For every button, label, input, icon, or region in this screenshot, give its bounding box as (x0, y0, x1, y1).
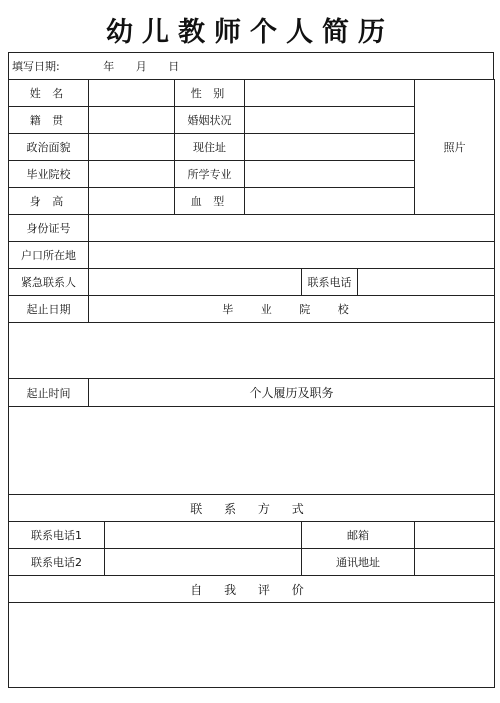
label-gender: 性 别 (175, 80, 245, 107)
fill-date-day: 日 (168, 60, 180, 73)
page-title: 幼儿教师个人简历 (106, 17, 394, 48)
label-height: 身 高 (9, 188, 89, 215)
label-school: 毕业院校 (9, 161, 89, 188)
fill-date-label: 填写日期: (12, 60, 60, 73)
label-edu-school: 毕 业 院 校 (89, 296, 495, 323)
label-address: 现住址 (175, 134, 245, 161)
label-mail-address: 通讯地址 (302, 549, 415, 576)
fill-date-row (8, 52, 494, 79)
school-field[interactable] (89, 161, 175, 188)
emergency-contact-field[interactable] (89, 269, 302, 296)
label-phone2: 联系电话2 (9, 549, 105, 576)
mail-address-field[interactable] (415, 549, 495, 576)
phone1-field[interactable] (105, 522, 302, 549)
label-marital: 婚姻状况 (175, 107, 245, 134)
label-work-history: 个人履历及职务 (89, 379, 495, 407)
label-name: 姓 名 (9, 80, 89, 107)
label-origin: 籍 贯 (9, 107, 89, 134)
label-major: 所学专业 (175, 161, 245, 188)
contact-section-title: 联 系 方 式 (9, 495, 495, 522)
hukou-field[interactable] (89, 242, 495, 269)
name-field[interactable] (89, 80, 175, 107)
phone2-field[interactable] (105, 549, 302, 576)
label-hukou: 户口所在地 (9, 242, 89, 269)
education-area[interactable] (9, 323, 495, 379)
label-political: 政治面貌 (9, 134, 89, 161)
label-work-period: 起止时间 (9, 379, 89, 407)
emergency-phone-field[interactable] (358, 269, 495, 296)
origin-field[interactable] (89, 107, 175, 134)
label-phone1: 联系电话1 (9, 522, 105, 549)
fill-date-year: 年 (103, 60, 115, 73)
work-history-area[interactable] (9, 407, 495, 495)
gender-field[interactable] (245, 80, 415, 107)
label-emergency-phone: 联系电话 (302, 269, 358, 296)
label-id-number: 身份证号 (9, 215, 89, 242)
email-field[interactable] (415, 522, 495, 549)
label-emergency-contact: 紧急联系人 (9, 269, 89, 296)
address-field[interactable] (245, 134, 415, 161)
resume-table (8, 79, 495, 688)
height-field[interactable] (89, 188, 175, 215)
fill-date-month: 月 (135, 60, 147, 73)
label-email: 邮箱 (302, 522, 415, 549)
major-field[interactable] (245, 161, 415, 188)
marital-field[interactable] (245, 107, 415, 134)
id-number-field[interactable] (89, 215, 495, 242)
blood-field[interactable] (245, 188, 415, 215)
political-field[interactable] (89, 134, 175, 161)
photo-box[interactable]: 照片 (415, 80, 495, 215)
label-edu-period: 起止日期 (9, 296, 89, 323)
self-eval-section-title: 自 我 评 价 (9, 576, 495, 603)
label-blood: 血 型 (175, 188, 245, 215)
self-eval-area[interactable] (9, 603, 495, 688)
